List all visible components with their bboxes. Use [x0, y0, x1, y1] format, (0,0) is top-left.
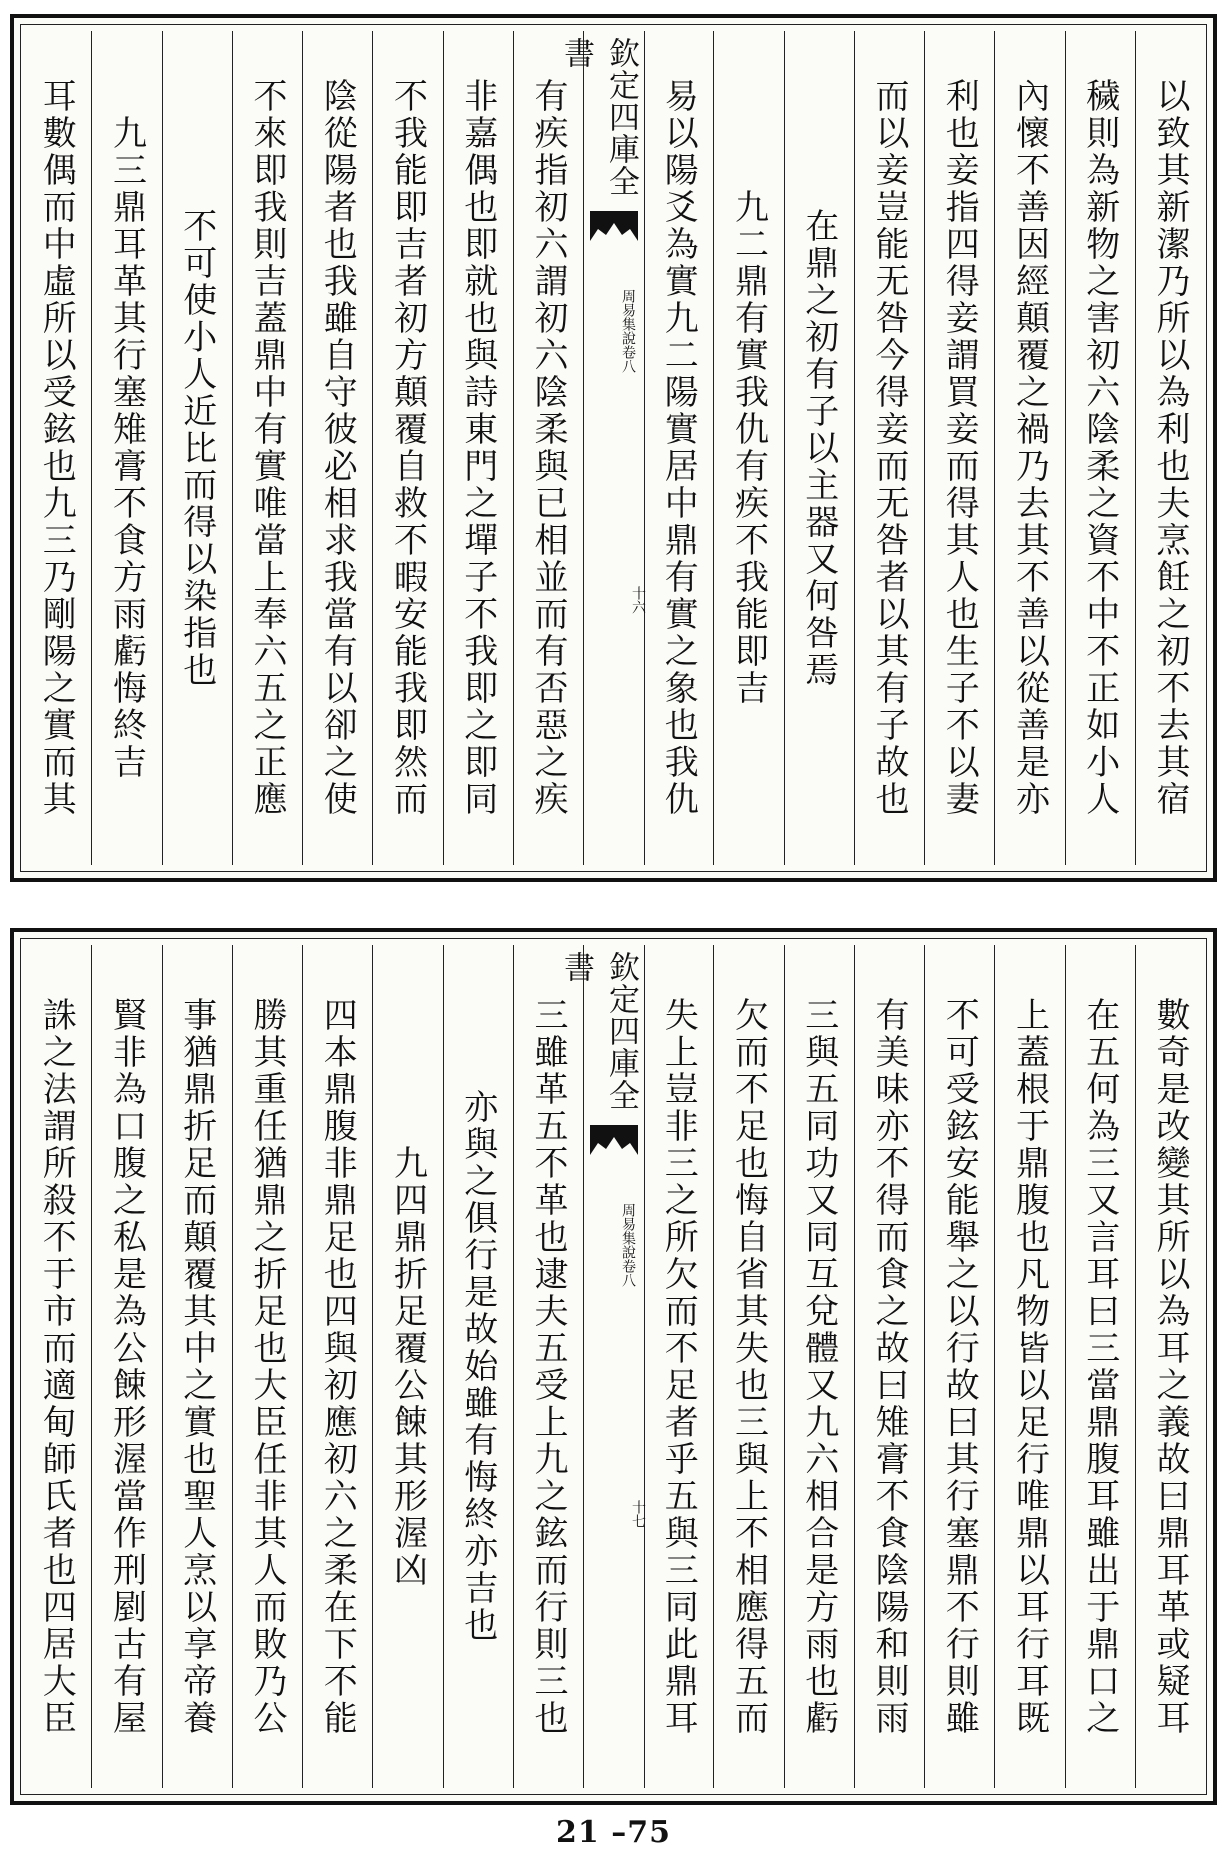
- center-margin-strip: [558, 945, 646, 1788]
- top-page-column: 穢則為新物之害初六陰柔之資不中不正如小人: [1079, 78, 1120, 818]
- column-divider: [854, 31, 855, 865]
- column-divider: [302, 945, 303, 1788]
- top-page-column: 利也妾指四得妾謂買妾而得其人也生子不以妻: [939, 78, 980, 818]
- top-page-column: 有疾指初六謂初六陰柔與已相並而有否惡之疾: [528, 78, 568, 818]
- column-divider: [443, 945, 444, 1788]
- top-page-column: 不可使小人近比而得以染指也: [176, 207, 217, 689]
- column-divider: [784, 31, 785, 865]
- book-and-volume: [592, 1203, 636, 1287]
- column-divider: [994, 31, 995, 865]
- top-page-frame: [20, 24, 1207, 872]
- column-divider: [924, 945, 925, 1788]
- column-divider: [302, 31, 303, 865]
- column-divider: [232, 945, 233, 1788]
- book-title: 周易集說: [620, 289, 636, 345]
- bottom-page-column: 勝其重任猶鼎之折足也大臣任非其人而敗乃公: [247, 996, 287, 1737]
- collection-title: 欽定四庫全書: [558, 951, 639, 1111]
- book-and-volume: [592, 289, 636, 373]
- top-page-column: 內懷不善因經顛覆之禍乃去其不善以從善是亦: [1009, 78, 1050, 818]
- bottom-page-column: 三與五同功又同互兌體又九六相合是方雨也虧: [798, 996, 839, 1737]
- top-page-column: 不來即我則吉蓋鼎中有實唯當上奉六五之正應: [247, 78, 287, 818]
- column-divider: [994, 945, 995, 1788]
- column-divider: [162, 945, 163, 1788]
- bottom-page-column: 欠而不足也悔自省其失也三與上不相應得五而: [728, 996, 769, 1737]
- top-page-column: 陰從陽者也我雖自守彼必相求我當有以卻之使: [317, 78, 358, 818]
- bottom-page-column: 不可受鉉安能舉之以行故曰其行塞鼎不行則雖: [939, 996, 980, 1737]
- fishtail-mark-icon: [590, 211, 638, 241]
- bottom-page-column: 事猶鼎折足而顛覆其中之實也聖人烹以享帝養: [176, 996, 217, 1737]
- column-divider: [232, 31, 233, 865]
- column-divider: [924, 31, 925, 865]
- top-page-column: 非嘉偶也即就也與詩東門之墠子不我即之即同: [457, 78, 498, 818]
- bottom-page-frame: [20, 938, 1207, 1795]
- column-divider: [513, 31, 514, 865]
- bottom-page-column: 九四鼎折足覆公餗其形渥凶: [387, 1144, 428, 1589]
- collection-title: 欽定四庫全書: [558, 37, 639, 197]
- center-margin-strip: [558, 31, 646, 865]
- column-divider: [162, 31, 163, 865]
- bottom-page-column: 四本鼎腹非鼎足也四與初應初六之柔在下不能: [317, 996, 358, 1737]
- folio-number: 十六: [630, 586, 646, 614]
- volume-label: 卷八: [620, 1259, 636, 1287]
- column-divider: [1135, 945, 1136, 1788]
- top-page-column: 九三鼎耳革其行塞雉膏不食方雨虧悔終吉: [106, 115, 147, 781]
- bottom-page-column: 上蓋根于鼎腹也凡物皆以足行唯鼎以耳行耳既: [1009, 996, 1050, 1737]
- column-divider: [1065, 31, 1066, 865]
- column-divider: [713, 31, 714, 865]
- top-page-column: 不我能即吉者初方顛覆自救不暇安能我即然而: [387, 78, 428, 818]
- column-divider: [443, 31, 444, 865]
- top-page-column: 易以陽爻為實九二陽實居中鼎有實之象也我仇: [658, 78, 699, 818]
- top-page-column: 而以妾豈能无咎今得妾而无咎者以其有子故也: [869, 78, 909, 818]
- column-divider: [513, 945, 514, 1788]
- fishtail-mark-icon: [590, 1125, 638, 1155]
- column-divider: [372, 31, 373, 865]
- bottom-page-column: 三雖革五不革也逮夫五受上九之鉉而行則三也: [528, 996, 568, 1737]
- column-divider: [1065, 945, 1066, 1788]
- bottom-page-column: 失上豈非三之所欠而不足者乎五與三同此鼎耳: [658, 996, 699, 1737]
- top-page-column: 在鼎之初有子以主器又何咎焉: [798, 207, 839, 689]
- column-divider: [91, 945, 92, 1788]
- bottom-page-column: 在五何為三又言耳曰三當鼎腹耳雖出于鼎口之: [1079, 996, 1120, 1737]
- top-page-column: 以致其新潔乃所以為利也夫烹飪之初不去其宿: [1150, 78, 1190, 818]
- page-number: 21 –75: [556, 1815, 671, 1850]
- column-divider: [91, 31, 92, 865]
- column-divider: [713, 945, 714, 1788]
- column-divider: [372, 945, 373, 1788]
- column-divider: [784, 945, 785, 1788]
- folio-number: 十七: [630, 1500, 646, 1528]
- column-divider: [854, 945, 855, 1788]
- bottom-page-column: 賢非為口腹之私是為公餗形渥當作刑剭古有屋: [106, 996, 147, 1737]
- volume-label: 卷八: [620, 345, 636, 373]
- book-title: 周易集說: [620, 1203, 636, 1259]
- top-page: [10, 14, 1217, 882]
- column-divider: [1135, 31, 1136, 865]
- bottom-page-column: 誅之法謂所殺不于市而適甸師氏者也四居大臣: [36, 996, 77, 1737]
- bottom-page: [10, 928, 1217, 1805]
- bottom-page-column: 有美味亦不得而食之故曰雉膏不食陰陽和則雨: [869, 996, 909, 1737]
- top-page-column: 耳數偶而中虛所以受鉉也九三乃剛陽之實而其: [36, 78, 77, 818]
- bottom-page-column: 亦與之俱行是故始雖有悔終亦吉也: [457, 1089, 498, 1644]
- bottom-page-column: 數奇是改變其所以為耳之義故曰鼎耳革或疑耳: [1150, 996, 1190, 1737]
- top-page-column: 九二鼎有實我仇有疾不我能即吉: [728, 189, 769, 707]
